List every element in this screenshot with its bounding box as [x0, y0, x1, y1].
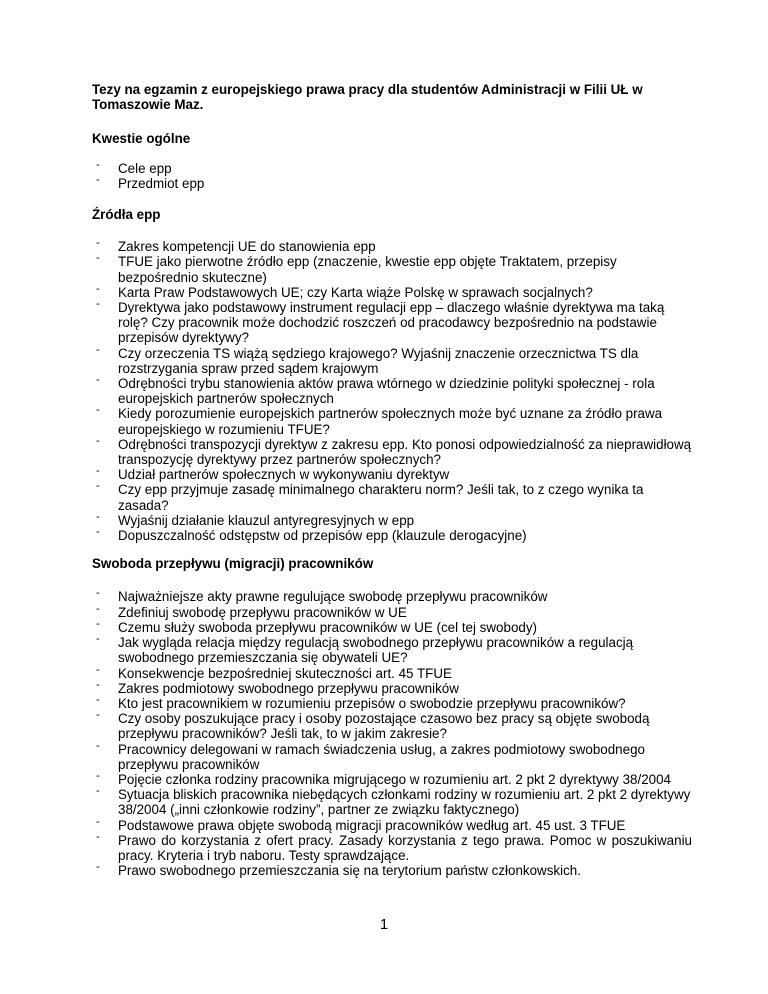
list-item-text: Karta Praw Podstawowych UE; czy Karta wiąże Polskę w sprawach socjalnych?: [118, 284, 593, 300]
dash-bullet-icon: -: [96, 158, 100, 171]
document-title: Tezy na egzamin z europejskiego prawa pracy dla studentów Administracji w Filii UŁ w Tomaszowie Maz.: [92, 82, 643, 113]
list-item: [92, 678, 692, 696]
dash-bullet-icon: -: [96, 709, 100, 722]
list-item: [92, 282, 692, 300]
list-item: [92, 711, 692, 741]
dash-bullet-icon: -: [96, 663, 100, 676]
list-item: [92, 482, 692, 512]
list-item: [92, 254, 692, 284]
dash-bullet-icon: -: [96, 587, 100, 600]
list-item: [92, 787, 692, 817]
dash-bullet-icon: -: [96, 480, 100, 493]
list-item: [92, 739, 692, 772]
section-sources: [92, 207, 692, 543]
list-item-text: Zdefiniuj swobodę przepływu pracowników w UE: [118, 604, 407, 620]
list-item: [92, 376, 692, 406]
section-list: [92, 158, 692, 191]
list-item: [92, 815, 692, 833]
list-item: [92, 173, 692, 191]
list-item-text: TFUE jako pierwotne źródło epp (znaczenie, kwestie epp objęte Traktatem, przepisy bezpośrednio skuteczne): [118, 254, 617, 285]
list-item-text: Zakres kompetencji UE do stanowienia epp: [118, 239, 376, 255]
dash-bullet-icon: -: [96, 173, 100, 186]
list-item: [92, 467, 692, 482]
list-item: [92, 434, 692, 468]
list-item-text: Kto jest pracownikiem w rozumieniu przepisów o swobodzie przepływu pracowników?: [118, 695, 626, 711]
dash-bullet-icon: -: [96, 617, 100, 630]
section-list: [92, 239, 692, 543]
dash-bullet-icon: -: [96, 510, 100, 523]
list-item: [92, 528, 692, 543]
dash-bullet-icon: -: [96, 678, 100, 691]
list-item-text: Odrębności transpozycji dyrektyw z zakresu epp. Kto ponosi odpowiedzialność za nieprawidłową transpozycję dyrektywy przez partnerów społecznych?: [118, 436, 692, 468]
list-item-text: Czy epp przyjmuje zasadę minimalnego charakteru norm? Jeśli tak, to z czego wynika ta zasada?: [118, 482, 644, 513]
list-item-text: Prawo do korzystania z ofert pracy. Zasady korzystania z tego prawa. Pomoc w poszukiwaniu pracy. Kryteria i tryb naboru. Testy sprawdzające.: [118, 832, 692, 863]
list-item-text: Najważniejsze akty prawne regulujące swobodę przepływu pracowników: [118, 589, 548, 605]
section-heading: Swoboda przepływu (migracji) pracowników: [92, 556, 374, 572]
dash-bullet-icon: -: [96, 252, 100, 265]
list-item: [92, 239, 692, 254]
dash-bullet-icon: -: [96, 861, 100, 874]
list-item: [92, 769, 692, 787]
dash-bullet-icon: -: [96, 298, 100, 311]
section-heading: Kwestie ogólne: [92, 131, 191, 147]
list-item-text: Odrębności trybu stanowienia aktów prawa wtórnego w dziedzinie polityki społecznej - rola europejskich partnerów społecznych: [118, 376, 655, 407]
document-content: [92, 82, 692, 878]
list-item: [92, 830, 692, 863]
dash-bullet-icon: -: [96, 602, 100, 615]
list-item-text: Cele epp: [118, 160, 172, 176]
list-item: [92, 663, 692, 681]
list-item: [92, 158, 692, 176]
dash-bullet-icon: -: [96, 434, 100, 447]
list-item: [92, 343, 692, 376]
list-item: [92, 406, 692, 436]
dash-bullet-icon: -: [96, 374, 100, 387]
list-item-text: Dopuszczalność odstępstw od przepisów epp (klauzule derogacyjne): [118, 528, 527, 544]
list-item-text: Wyjaśnij działanie klauzul antyregresyjnych w epp: [118, 512, 415, 528]
list-item-text: Przedmiot epp: [118, 175, 205, 191]
list-item-text: Sytuacja bliskich pracownika niebędących członkami rodziny w rozumieniu art. 2 pkt 2 dyrektywy 38/2004 („inni członkowie rodziny”, partner ze związku faktycznego): [118, 787, 691, 818]
dash-bullet-icon: -: [96, 343, 100, 356]
list-item-text: Czemu służy swoboda przepływu pracowników w UE (cel tej swobody): [118, 619, 537, 635]
list-item: [92, 863, 692, 878]
list-item: [92, 602, 692, 620]
list-item-text: Konsekwencje bezpośredniej skuteczności art. 45 TFUE: [118, 665, 452, 681]
dash-bullet-icon: -: [96, 830, 100, 843]
dash-bullet-icon: -: [96, 404, 100, 417]
list-item-text: Pracownicy delegowani w ramach świadczenia usług, a zakres podmiotowy swobodnego przepływu pracowników: [118, 741, 645, 772]
list-item-text: Podstawowe prawa objęte swobodą migracji pracowników według art. 45 ust. 3 TFUE: [118, 817, 626, 833]
list-item-text: Czy osoby poszukujące pracy i osoby pozostające czasowo bez pracy są objęte swobodą przepływu pracowników? Jeśli tak, to w jakim zakresie?: [118, 711, 650, 742]
list-item: [92, 300, 692, 346]
list-item-text: Zakres podmiotowy swobodnego przepływu pracowników: [118, 680, 459, 696]
list-item: [92, 510, 692, 528]
list-item-text: Jak wygląda relacja między regulacją swobodnego przepływu pracowników a regulacją swobodnego przemieszczania się obywateli UE?: [118, 635, 634, 666]
dash-bullet-icon: -: [96, 769, 100, 782]
list-item-text: Dyrektywa jako podstawowy instrument regulacji epp – dlaczego właśnie dyrektywa ma taką rolę? Czy pracownik może dochodzić roszczeń od pracodawcy bezpośrednio na podstawie przepisów dyrektywy?: [118, 300, 665, 346]
dash-bullet-icon: -: [96, 237, 100, 250]
dash-bullet-icon: -: [96, 282, 100, 295]
list-item-text: Udział partnerów społecznych w wykonywaniu dyrektyw: [118, 467, 450, 483]
dash-bullet-icon: -: [96, 739, 100, 752]
section-heading: Źródła epp: [92, 207, 161, 223]
list-item-text: Czy orzeczenia TS wiążą sędziego krajowego? Wyjaśnij znaczenie orzecznictwa TS dla rozstrzygania spraw przed sądem krajowym: [118, 345, 639, 376]
list-item: [92, 693, 692, 711]
list-item: [92, 635, 692, 665]
section-free-movement: [92, 556, 692, 878]
dash-bullet-icon: -: [96, 633, 100, 646]
dash-bullet-icon: -: [96, 693, 100, 706]
section-list: [92, 589, 692, 878]
list-item-text: Pojęcie członka rodziny pracownika migrującego w rozumieniu art. 2 pkt 2 dyrektywy 38/2004: [118, 771, 672, 787]
list-item-text: Kiedy porozumienie europejskich partnerów społecznych może być uznane za źródło prawa europejskiego w rozumieniu TFUE?: [118, 406, 663, 437]
dash-bullet-icon: -: [96, 465, 100, 478]
dash-bullet-icon: -: [96, 526, 100, 539]
list-item: [92, 589, 692, 604]
list-item: [92, 617, 692, 635]
list-item-text: Prawo swobodnego przemieszczania się na terytorium państw członkowskich.: [118, 863, 581, 879]
page-number: 1: [379, 916, 389, 933]
dash-bullet-icon: -: [96, 815, 100, 828]
dash-bullet-icon: -: [96, 785, 100, 798]
section-general: [92, 131, 692, 191]
